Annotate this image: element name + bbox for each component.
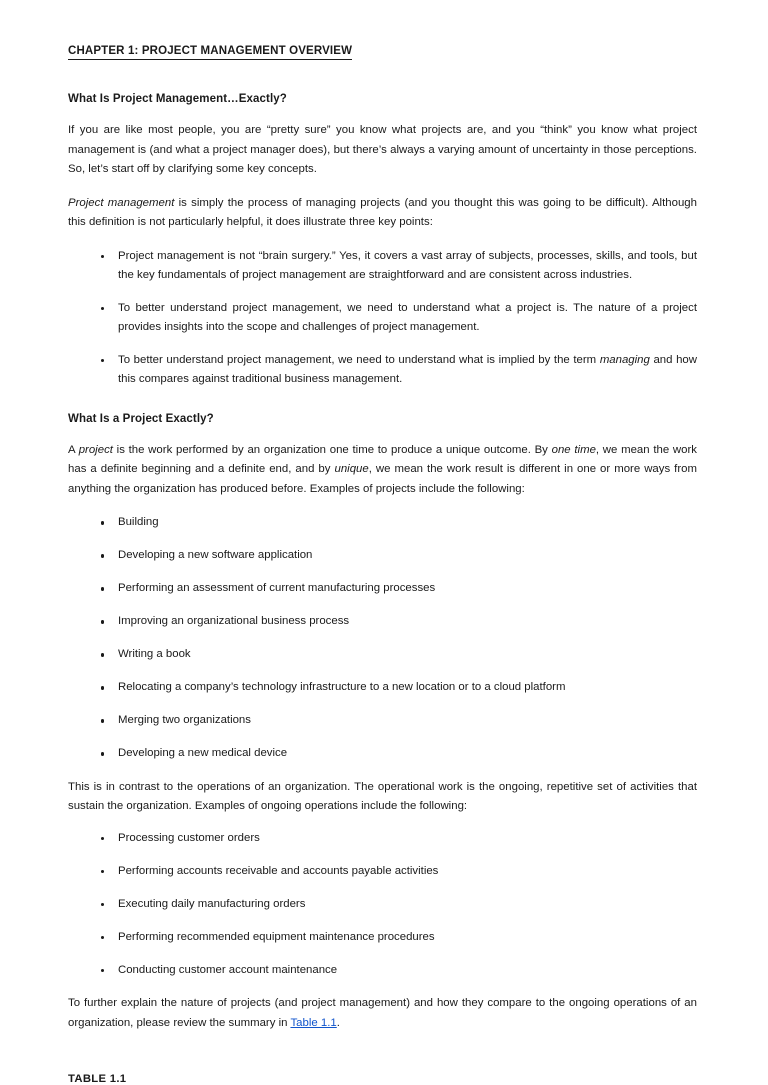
- list-item-label: Building: [118, 516, 159, 529]
- bullet-icon: [101, 936, 104, 939]
- list-item: [68, 351, 697, 390]
- bullet-icon: [101, 255, 104, 258]
- bullet-icon: [101, 837, 104, 840]
- table-caption: TABLE 1.1: [68, 1073, 127, 1085]
- bullet-icon: [101, 521, 104, 524]
- list-item-label: Project management is not “brain surgery.” Yes, it covers a vast array of subjects, processes, skills, and tools, but the key fundamentals of project management are straightforward and are consistent across industries.: [118, 249, 697, 282]
- bullet-icon: [101, 686, 104, 689]
- list-item-label: Writing a book: [118, 648, 191, 661]
- list-item: [68, 513, 697, 533]
- paragraph-intro: If you are like most people, you are “pretty sure” you know what projects are, and you “think” you know what project management is (and what a project manager does), but there’s always a varying amount of uncertainty in those perceptions. So, let’s start off by clarifying some key concepts.: [68, 124, 697, 176]
- list-item: [68, 579, 697, 599]
- list-item: [68, 895, 697, 915]
- paragraph-part-1: A: [68, 443, 79, 456]
- list-item: [68, 678, 697, 698]
- paragraph-operations-intro: This is in contrast to the operations of an organization. The operational work is the ongoing, repetitive set of activities that sustain the organization. Examples of ongoing operations include the following:: [68, 780, 697, 813]
- list-item-label: Performing an assessment of current manufacturing processes: [118, 582, 436, 595]
- bullet-icon: [101, 969, 104, 972]
- section-heading-what-is-a-project: What Is a Project Exactly?: [68, 412, 214, 425]
- paragraph-closing: [68, 994, 697, 1033]
- list-item-label: Developing a new software application: [118, 549, 313, 562]
- paragraph-closing-suffix: .: [336, 1016, 340, 1029]
- list-item-label: Merging two organizations: [118, 714, 251, 727]
- paragraph-part-3: , we mean the work has a definite beginning and a definite end, and by: [68, 443, 697, 476]
- list-item-label: Developing a new medical device: [118, 747, 288, 760]
- term-project-management: Project management: [68, 196, 175, 209]
- bullet-icon: [101, 752, 104, 755]
- list-item-label: Relocating a company’s technology infrastructure to a new location or to a cloud platform: [118, 681, 566, 694]
- list-item-label: Executing daily manufacturing orders: [118, 897, 306, 910]
- chapter-title-text: CHAPTER 1: PROJECT MANAGEMENT OVERVIEW: [68, 45, 352, 60]
- list-item: [68, 829, 697, 849]
- bullet-icon: [101, 903, 104, 906]
- list-item: [68, 961, 697, 981]
- list-item-label: Performing recommended equipment maintenance procedures: [118, 930, 435, 943]
- chapter-title: [68, 44, 697, 58]
- list-item-label: To better understand project management, we need to understand what a project is. The nature of a project provides insights into the scope and challenges of project management.: [118, 301, 697, 334]
- paragraph-definition: [68, 194, 697, 233]
- list-item: [68, 645, 697, 665]
- operations-examples-list: [68, 829, 697, 981]
- term-unique: unique: [334, 463, 369, 476]
- paragraph-part-2: is the work performed by an organization one time to produce a unique outcome. By: [112, 443, 552, 456]
- list-item-label-suffix: and how this compares against traditional business management.: [118, 353, 697, 386]
- bullet-icon: [101, 653, 104, 656]
- paragraph-project-definition: [68, 441, 697, 500]
- list-item: [68, 862, 697, 882]
- bullet-icon: [101, 870, 104, 873]
- term-one-time: one time: [551, 443, 596, 456]
- paragraph-closing-prefix: To further explain the nature of projects (and project management) and how they compare to the ongoing operations of an organization, please review the summary in: [68, 997, 697, 1029]
- list-item-label: Conducting customer account maintenance: [118, 963, 338, 976]
- bullet-icon: [101, 719, 104, 722]
- table-1-1-link[interactable]: Table 1.1: [290, 1016, 337, 1029]
- bullet-icon: [101, 587, 104, 590]
- bullet-icon: [101, 307, 104, 310]
- bullet-icon: [101, 620, 104, 623]
- key-points-list: [68, 247, 697, 390]
- list-item: [68, 299, 697, 338]
- list-item-label: Processing customer orders: [118, 831, 260, 844]
- paragraph-definition-rest: is simply the process of managing projects (and you thought this was going to be difficult). Although this definition is not particularly helpful, it does illustrate three key points:: [68, 196, 697, 229]
- list-item: [68, 612, 697, 632]
- list-item: [68, 546, 697, 566]
- bullet-icon: [101, 554, 104, 557]
- bullet-icon: [101, 359, 104, 362]
- list-item: [68, 744, 697, 764]
- list-item-label: Performing accounts receivable and accounts payable activities: [118, 864, 439, 877]
- term-project: project: [78, 443, 113, 456]
- list-item: [68, 247, 697, 286]
- list-item-label: Improving an organizational business process: [118, 615, 350, 628]
- list-item-label-prefix: To better understand project management, we need to understand what is implied by the term: [118, 353, 600, 366]
- list-item: [68, 711, 697, 731]
- term-managing: managing: [599, 353, 650, 366]
- list-item: [68, 928, 697, 948]
- paragraph-part-4: , we mean the work result is different in one or more ways from anything the organization has produced before. Examples of projects include the following:: [68, 463, 697, 495]
- section-heading-what-is-project-management: What Is Project Management…Exactly?: [68, 93, 287, 106]
- project-examples-list: [68, 513, 697, 764]
